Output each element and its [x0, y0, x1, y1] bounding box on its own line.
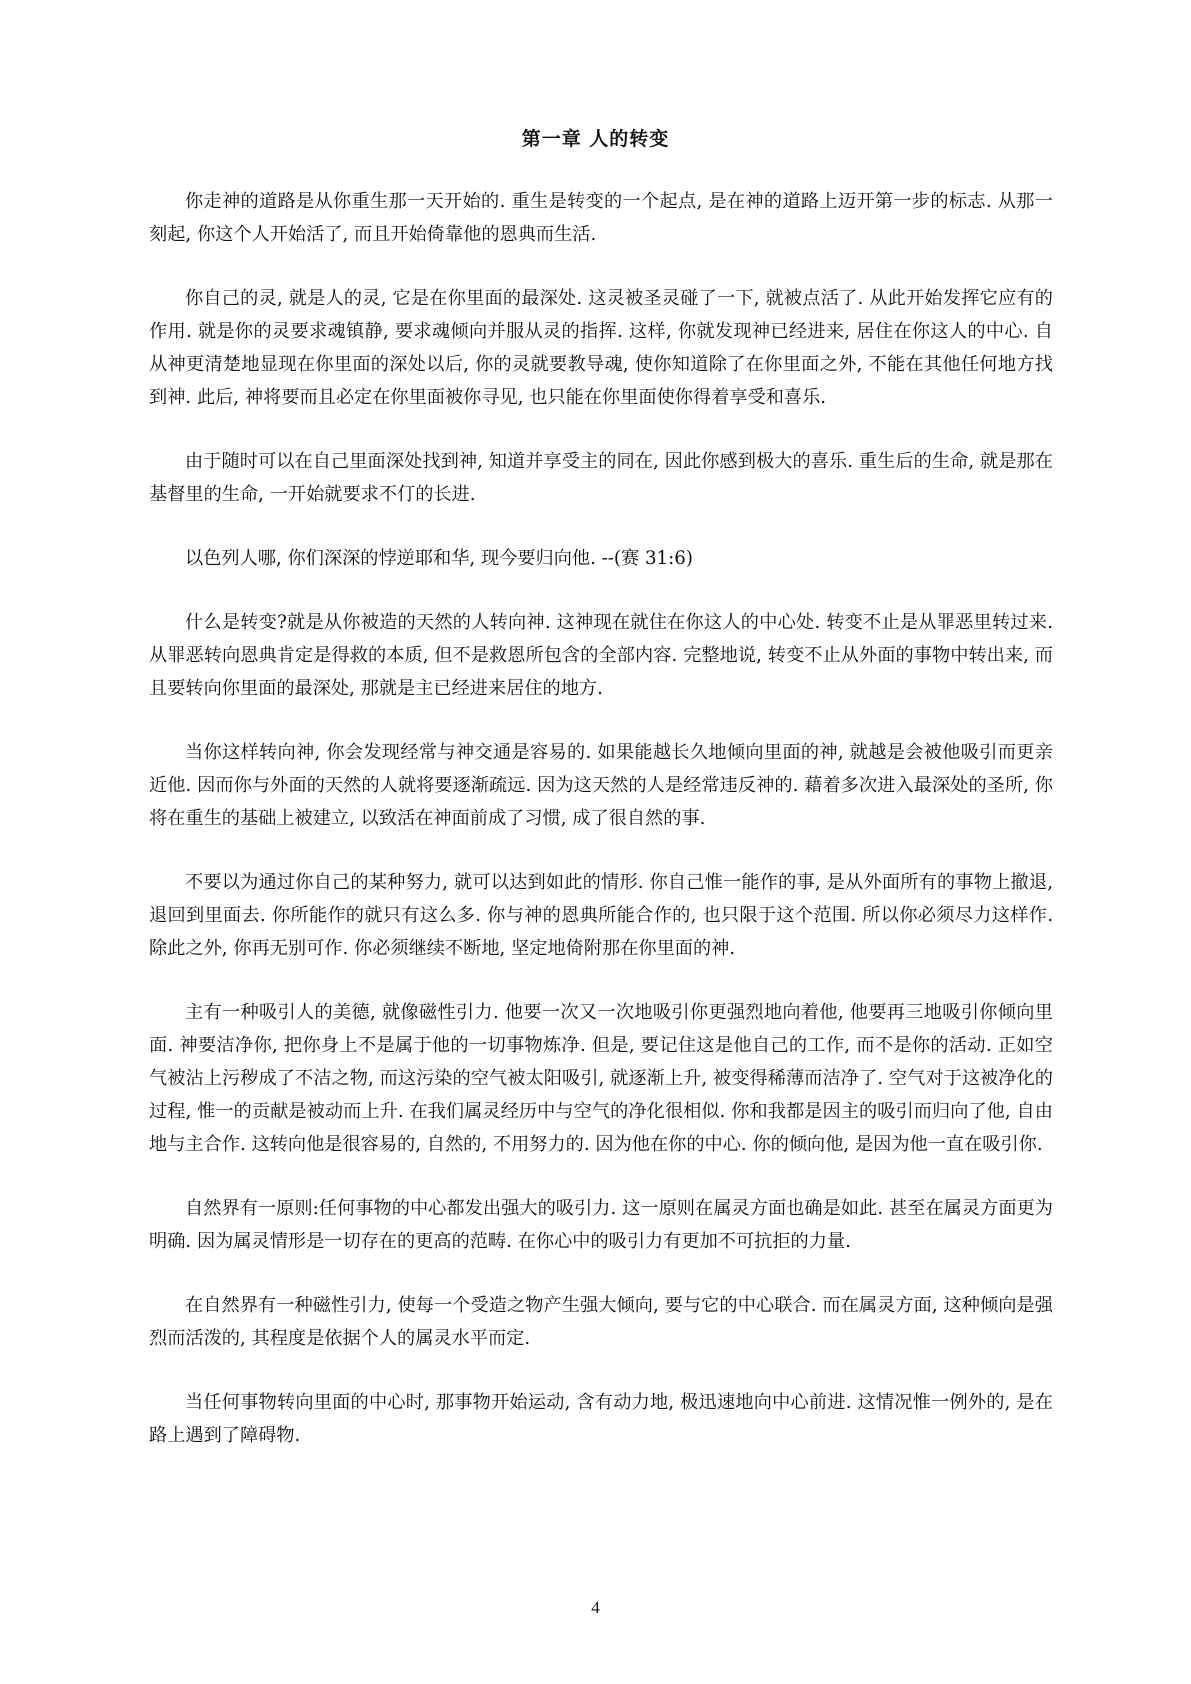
paragraph: 主有一种吸引人的美德, 就像磁性引力. 他要一次又一次地吸引你更强烈地向着他, 他要再三地吸引你倾向里面. 神要洁净你, 把你身上不是属于他的一切事物炼净. 但是, 要记住这是他自己的工作, 而不是你的活动. 正如空气被沾上污秽成了不洁之物, 而这污染的空气被太阳吸引, 就逐渐上升, 被变得稀薄而洁净了. 空气对于这被净化的过程, 惟一的贡献是被动而上升. 在我们属灵经历中与空气的净化很相似. 你和我都是因主的吸引而归向了他, 自由地与主合作. 这转向他是很容易的, 自然的, 不用努力的. 因为他在你的中心. 你的倾向他, 是因为他一直在吸引你. — [149, 1002, 1053, 1155]
paragraph: 在自然界有一种磁性引力, 使每一个受造之物产生强大倾向, 要与它的中心联合. 而在属灵方面, 这种倾向是强烈而活泼的, 其程度是依据个人的属灵水平而定. — [149, 1295, 1053, 1349]
body-text — [149, 185, 1053, 1483]
paragraph: 什么是转变?就是从你被造的天然的人转向神. 这神现在就住在你这人的中心处. 转变不止是从罪恶里转过来. 从罪恶转向恩典肯定是得救的本质, 但不是救恩所包含的全部内容. 完整地说, 转变不止从外面的事物中转出来, 而且要转向你里面的最深处, 那就是主已经进来居住的地方. — [149, 612, 1053, 699]
scripture-quote: 以色列人哪, 你们深深的悖逆耶和华, 现今要归向他. --(赛 31:6) — [185, 548, 693, 569]
paragraph: 你自己的灵, 就是人的灵, 它是在你里面的最深处. 这灵被圣灵碰了一下, 就被点活了. 从此开始发挥它应有的作用. 就是你的灵要求魂镇静, 要求魂倾向并服从灵的指挥. 这样, 你就发现神已经进来, 居住在你这人的中心. 自从神更清楚地显现在你里面的深处以后, 你的灵就要教导魂, 使你知道除了在你里面之外, 不能在其他任何地方找到神. 此后, 神将要而且必定在你里面被你寻见, 也只能在你里面使你得着享受和喜乐. — [149, 288, 1053, 408]
chapter-title: 第一章 人的转变 — [521, 128, 670, 150]
paragraph: 由于随时可以在自己里面深处找到神, 知道并享受主的同在, 因此你感到极大的喜乐. 重生后的生命, 就是那在基督里的生命, 一开始就要求不仃的长进. — [149, 451, 1053, 505]
paragraph: 当任何事物转向里面的中心时, 那事物开始运动, 含有动力地, 极迅速地向中心前进. 这情况惟一例外的, 是在路上遇到了障碍物. — [149, 1392, 1053, 1446]
paragraph: 自然界有一原则:任何事物的中心都发出强大的吸引力. 这一原则在属灵方面也确是如此. 甚至在属灵方面更为明确. 因为属灵情形是一切存在的更高的范畴. 在你心中的吸引力有更加不可抗拒的力量. — [149, 1198, 1053, 1252]
paragraph: 你走神的道路是从你重生那一天开始的. 重生是转变的一个起点, 是在神的道路上迈开第一步的标志. 从那一刻起, 你这个人开始活了, 而且开始倚靠他的恩典而生活. — [149, 191, 1053, 245]
paragraph: 当你这样转向神, 你会发现经常与神交通是容易的. 如果能越长久地倾向里面的神, 就越是会被他吸引而更亲近他. 因而你与外面的天然的人就将要逐渐疏远. 因为这天然的人是经常违反神的. 藉着多次进入最深处的圣所, 你将在重生的基础上被建立, 以致活在神面前成了习惯, 成了很自然的事. — [149, 742, 1053, 829]
page-number: 4 — [591, 1598, 600, 1617]
paragraph: 不要以为通过你自己的某种努力, 就可以达到如此的情形. 你自己惟一能作的事, 是从外面所有的事物上撤退, 退回到里面去. 你所能作的就只有这么多. 你与神的恩典所能合作的, 也只限于这个范围. 所以你必须尽力这样作. 除此之外, 你再无别可作. 你必须继续不断地, 坚定地倚附那在你里面的神. — [149, 872, 1053, 959]
